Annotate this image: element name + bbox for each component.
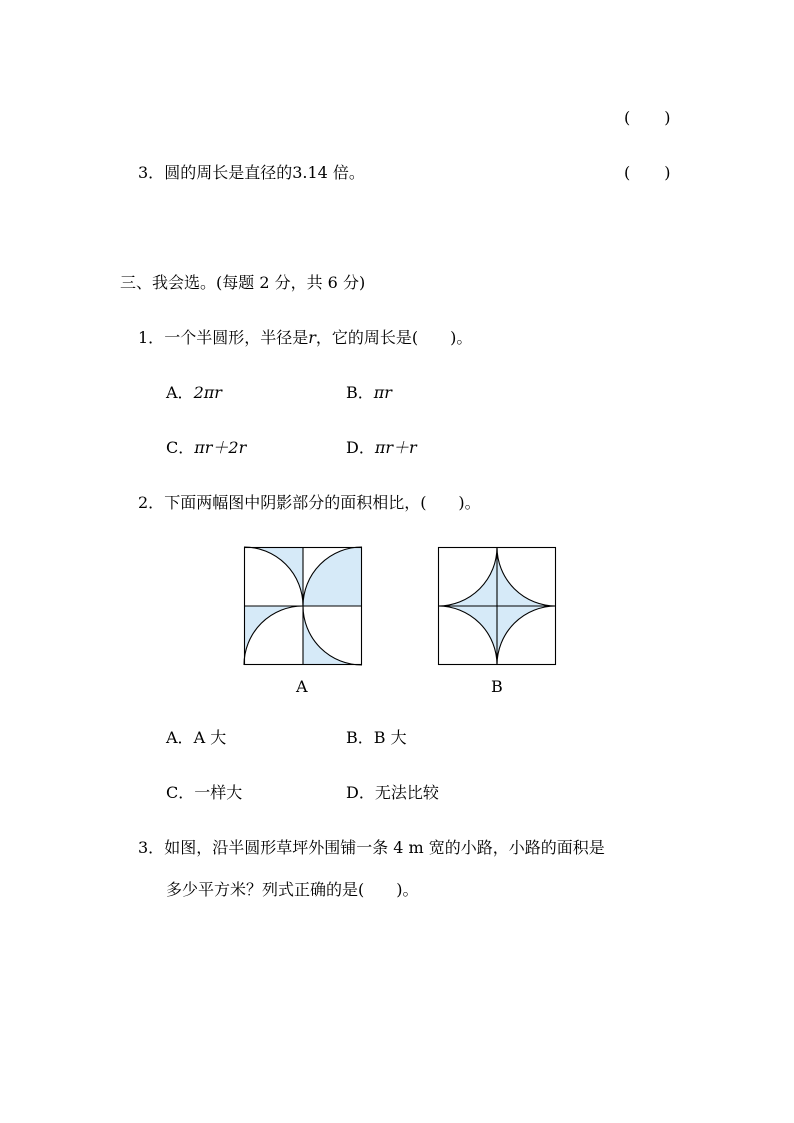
answer-blank-item3[interactable]: ( ) [624, 163, 671, 182]
answer-blank-item2[interactable]: ( ) [624, 108, 671, 127]
question-2: 2．下面两幅图中阴影部分的面积相比，( )。 [138, 493, 481, 512]
variable-r: r [308, 328, 316, 347]
figure-a [244, 547, 362, 665]
question-1: 1．一个半圆形，半径是r，它的周长是( )。 [138, 328, 473, 347]
q2-option-c[interactable]: C．一样大 [166, 783, 243, 802]
figure-a-label: A [296, 677, 308, 696]
question-number: 2． [138, 493, 165, 512]
q2-option-d[interactable]: D．无法比较 [346, 783, 439, 802]
q1-option-c[interactable]: C．πr＋2r [166, 438, 247, 457]
q1-option-d[interactable]: D．πr＋r [346, 438, 417, 457]
question-3-line2: 多少平方米？列式正确的是( )。 [166, 880, 419, 899]
question-number: 3． [138, 838, 165, 857]
q1-option-b[interactable]: B．πr [346, 383, 392, 402]
judge-item-3 [138, 163, 365, 183]
q1-option-a[interactable]: A．2πr [166, 383, 222, 402]
question-3: 3．如图，沿半圆形草坪外围铺一条 4 m 宽的小路，小路的面积是 [138, 838, 605, 857]
figure-b-label: B [491, 677, 503, 696]
q2-option-a[interactable]: A．A 大 [166, 728, 227, 747]
item-text: 圆的周长是直径的3.14 倍。 [164, 163, 365, 182]
q2-option-b[interactable]: B．B 大 [346, 728, 407, 747]
section-heading: 三、我会选。(每题 2 分，共 6 分) [120, 273, 366, 292]
question-number: 1． [138, 328, 165, 347]
item-number: 3． [138, 163, 165, 182]
figure-b [438, 547, 556, 665]
